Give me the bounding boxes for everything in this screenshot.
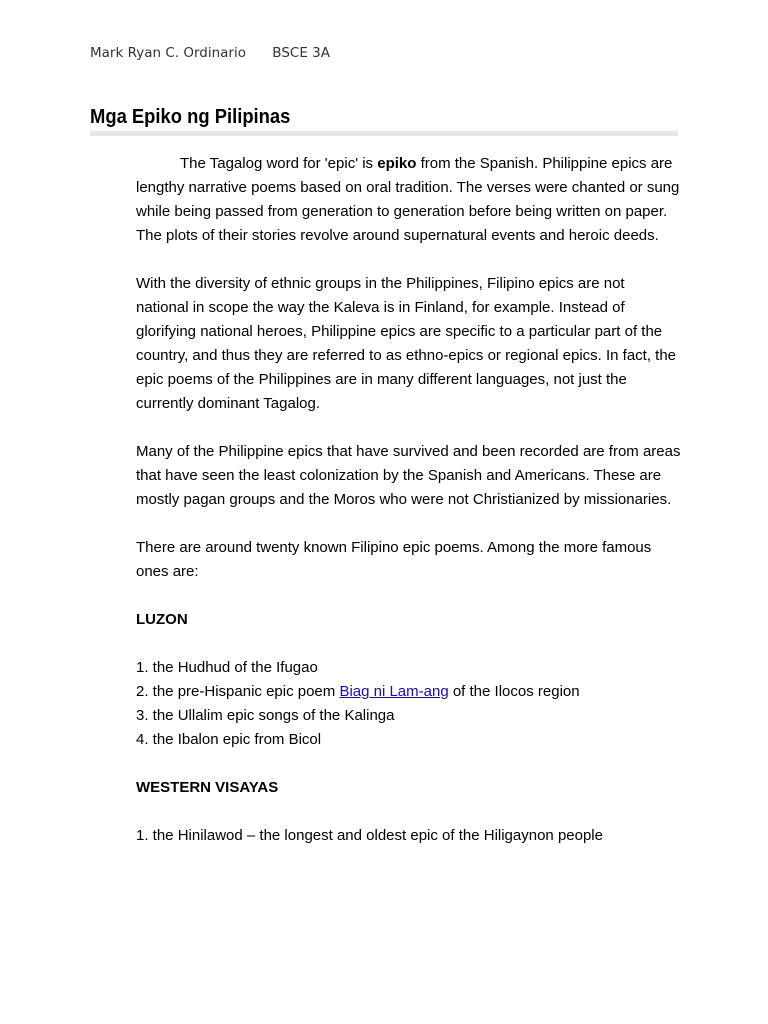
paragraph-intro	[136, 152, 681, 248]
title-divider	[90, 131, 678, 136]
term-epiko: epiko	[377, 155, 417, 172]
section-heading-western-visayas: WESTERN VISAYAS	[136, 779, 279, 796]
list-item-text: of the Ilocos region	[448, 683, 580, 700]
list-item: 4. the Ibalon epic from Bicol	[136, 731, 322, 748]
page-title: Mga Epiko ng Pilipinas	[90, 106, 291, 128]
course-section: BSCE 3A	[272, 45, 330, 61]
luzon-epic-list	[136, 656, 681, 752]
biag-ni-lam-ang-link[interactable]: Biag ni Lam-ang	[339, 683, 449, 700]
paragraph-colonization: Many of the Philippine epics that have survived and been recorded are from areas that have seen the least colonization by the Spanish and Americans. These are mostly pagan groups and the Moros who were not Christianized by missionaries.	[136, 443, 681, 508]
list-item: 1. the Hinilawod – the longest and oldest epic of the Hiligaynon people	[136, 827, 603, 844]
document-header	[90, 45, 330, 61]
section-heading-luzon: LUZON	[136, 611, 188, 628]
western-visayas-epic-list	[136, 824, 681, 848]
paragraph-diversity: With the diversity of ethnic groups in the Philippines, Filipino epics are not national in scope the way the Kaleva is in Finland, for example. Instead of glorifying national heroes, Philippine epics are specific to a particular part of the country, and thus they are referred to as ethno-epics or regional epics. In fact, the epic poems of the Philippines are in many different languages, not just the currently dominant Tagalog.	[136, 275, 677, 412]
list-item-text: 2. the pre-Hispanic epic poem	[136, 683, 340, 700]
document-body	[136, 152, 681, 872]
list-item	[136, 680, 681, 704]
paragraph-intro-rest: from the Spanish. Philippine epics are lengthy narrative poems based on oral tradition. The verses were chanted or sung while being passed from generation to generation before being written on paper. The plots of their stories revolve around supernatural events and heroic deeds.	[136, 155, 680, 244]
author-name: Mark Ryan C. Ordinario	[90, 45, 246, 61]
paragraph-intro-start: The Tagalog word for 'epic' is	[180, 155, 378, 172]
list-item: 3. the Ullalim epic songs of the Kalinga	[136, 707, 395, 724]
list-item: 1. the Hudhud of the Ifugao	[136, 659, 318, 676]
paragraph-famous-epics: There are around twenty known Filipino epic poems. Among the more famous ones are:	[136, 539, 652, 580]
